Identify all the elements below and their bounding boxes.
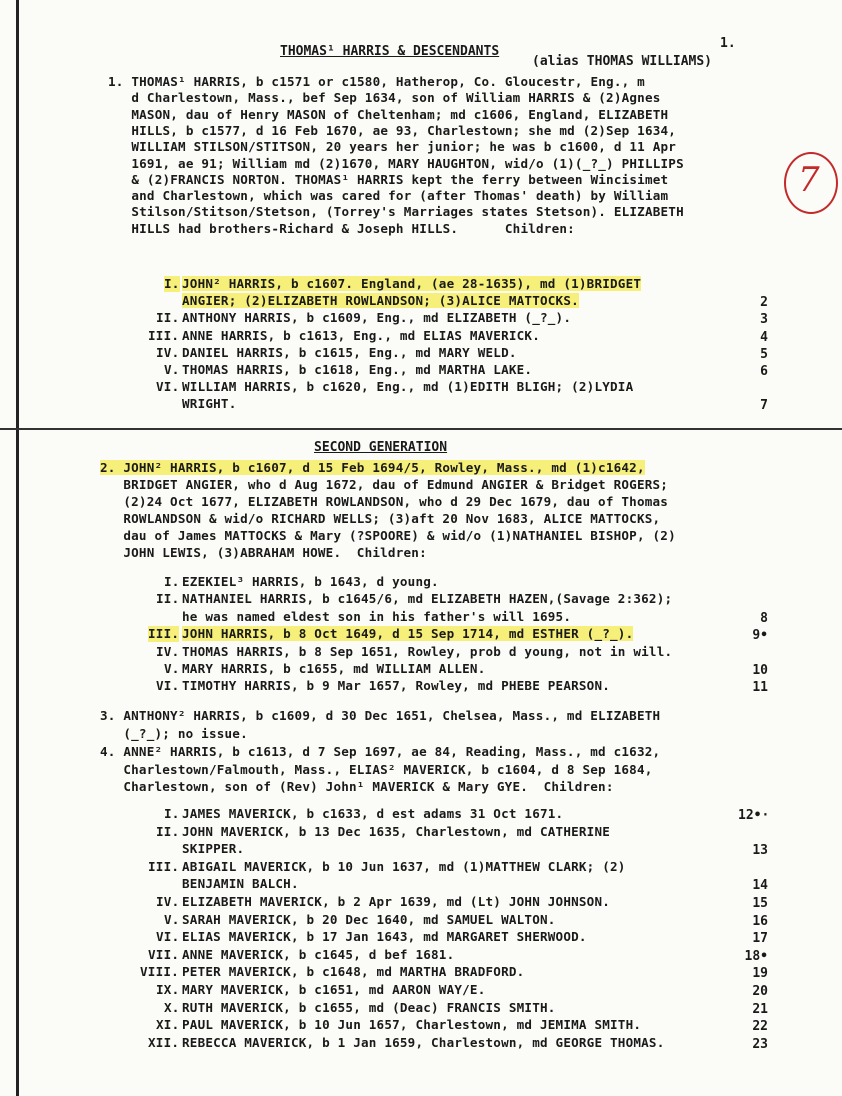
- thomas-entry-line: WILLIAM STILSON/STITSON, 20 years her junior; he was b c1600, d 11 Apr: [108, 139, 677, 155]
- child-entry: EZEKIEL³ HARRIS, b 1643, d young.: [182, 574, 439, 589]
- child-entry: ANNE MAVERICK, b c1645, d bef 1681.: [182, 946, 455, 962]
- anthony-entry-line: 3. ANTHONY² HARRIS, b c1609, d 30 Dec 1651, Chelsea, Mass., md ELIZABETH: [100, 708, 661, 723]
- reference-number: 10: [752, 663, 768, 678]
- child-entry-continued: he was named eldest son in his father's will 1695.: [182, 608, 572, 624]
- child-entry: MARY MAVERICK, b c1651, md AARON WAY/E.: [182, 982, 486, 997]
- thomas-entry-line: 1691, ae 91; William md (2)1670, MARY HAUGHTON, wid/o (1)(_?_) PHILLIPS: [108, 155, 684, 171]
- child-entry-continued: SKIPPER.: [182, 841, 245, 857]
- reference-number: 14: [752, 878, 768, 894]
- reference-number: 21: [752, 1001, 768, 1017]
- child-entry: THOMAS HARRIS, b 8 Sep 1651, Rowley, prob d young, not in will.: [182, 643, 673, 659]
- child-numeral: IV.: [156, 643, 180, 659]
- child-numeral: I.: [164, 574, 180, 589]
- reference-number: 8: [760, 610, 768, 626]
- thomas-entry-line: Stilson/Stitson/Stetson, (Torrey's Marriages states Stetson). ELIZABETH: [108, 204, 684, 220]
- thomas-entry-line: HILLS had brothers-Richard & Joseph HILLS. Children:: [108, 220, 575, 236]
- child-numeral: II.: [156, 823, 180, 839]
- page-number: 1.: [720, 36, 736, 51]
- reference-number: 9•: [752, 628, 768, 644]
- john-entry-line: dau of James MATTOCKS & Mary (?SPOORE) & wid/o (1)NATHANIEL BISHOP, (2): [100, 528, 676, 543]
- reference-number: 2: [760, 295, 768, 311]
- reference-number: 18•: [744, 948, 768, 964]
- red-circled-annotation: 7: [784, 152, 838, 214]
- anne-entry-line: Charlestown/Falmouth, Mass., ELIAS² MAVERICK, b c1604, d 8 Sep 1684,: [100, 761, 653, 777]
- reference-number: 22: [752, 1019, 768, 1035]
- page-fold-line: [0, 428, 842, 430]
- thomas-entry-line: MASON, dau of Henry MASON of Cheltenham; md c1606, England, ELIZABETH: [108, 106, 669, 122]
- child-numeral: VI.: [156, 379, 180, 395]
- anne-entry-line: 4. ANNE² HARRIS, b c1613, d 7 Sep 1697, ae 84, Reading, Mass., md c1632,: [100, 744, 661, 759]
- alias-note: (alias THOMAS WILLIAMS): [532, 54, 713, 69]
- anne-entry-line: Charlestown, son of (Rev) John¹ MAVERICK & Mary GYE. Children:: [100, 779, 614, 794]
- child-entry-continued: WRIGHT.: [182, 396, 237, 412]
- thomas-entry-line: 1. THOMAS¹ HARRIS, b c1571 or c1580, Hatherop, Co. Gloucestr, Eng., m: [108, 74, 645, 89]
- child-entry: TIMOTHY HARRIS, b 9 Mar 1657, Rowley, md PHEBE PEARSON.: [182, 678, 611, 694]
- page-left-edge: [16, 0, 19, 1096]
- child-entry: JOHN HARRIS, b 8 Oct 1649, d 15 Sep 1714, md ESTHER (_?_).: [182, 626, 634, 642]
- child-entry: WILLIAM HARRIS, b c1620, Eng., md (1)EDITH BLIGH; (2)LYDIA: [182, 379, 634, 395]
- child-numeral: III.: [148, 626, 180, 642]
- reference-number: 3: [760, 312, 768, 328]
- john-entry-line: 2. JOHN² HARRIS, b c1607, d 15 Feb 1694/5, Rowley, Mass., md (1)c1642,: [100, 460, 645, 475]
- child-numeral: IX.: [156, 982, 180, 997]
- child-entry: JAMES MAVERICK, b c1633, d est adams 31 Oct 1671.: [182, 806, 564, 821]
- child-numeral: III.: [148, 858, 180, 874]
- child-entry: SARAH MAVERICK, b 20 Dec 1640, md SAMUEL WALTON.: [182, 911, 556, 927]
- child-entry: JOHN² HARRIS, b c1607. England, (ae 28-1635), md (1)BRIDGET: [182, 276, 642, 291]
- child-numeral: XII.: [148, 1034, 180, 1050]
- john-entry-line: JOHN LEWIS, (3)ABRAHAM HOWE. Children:: [100, 545, 427, 560]
- reference-number: 15: [752, 896, 768, 911]
- child-entry: REBECCA MAVERICK, b 1 Jan 1659, Charlestown, md GEORGE THOMAS.: [182, 1034, 665, 1050]
- reference-number: 7: [760, 398, 768, 414]
- reference-number: 23: [752, 1036, 768, 1052]
- child-numeral: XI.: [156, 1017, 180, 1033]
- reference-number: 6: [760, 364, 768, 379]
- thomas-entry-line: HILLS, b c1577, d 16 Feb 1670, ae 93, Charlestown; she md (2)Sep 1634,: [108, 122, 677, 138]
- child-numeral: V.: [164, 362, 180, 377]
- child-numeral: V.: [164, 911, 180, 927]
- child-entry: RUTH MAVERICK, b c1655, md (Deac) FRANCIS SMITH.: [182, 999, 556, 1015]
- child-entry: PAUL MAVERICK, b 10 Jun 1657, Charlestown, md JEMIMA SMITH.: [182, 1017, 642, 1033]
- child-entry: ELIZABETH MAVERICK, b 2 Apr 1639, md (Lt) JOHN JOHNSON.: [182, 894, 611, 909]
- reference-number: 12•·: [738, 808, 770, 823]
- thomas-entry-line: and Charlestown, which was cared for (after Thomas' death) by William: [108, 188, 669, 204]
- child-numeral: I.: [164, 276, 180, 291]
- second-generation-heading: SECOND GENERATION: [314, 440, 448, 455]
- document-title: THOMAS¹ HARRIS & DESCENDANTS: [280, 44, 500, 59]
- child-numeral: II.: [156, 591, 180, 607]
- child-numeral: VII.: [148, 946, 180, 962]
- reference-number: 16: [752, 913, 768, 929]
- child-entry-continued: BENJAMIN BALCH.: [182, 876, 299, 892]
- john-entry-line: ROWLANDSON & wid/o RICHARD WELLS; (3)aft 20 Nov 1683, ALICE MATTOCKS,: [100, 511, 661, 526]
- child-entry: THOMAS HARRIS, b c1618, Eng., md MARTHA LAKE.: [182, 362, 533, 377]
- child-entry: NATHANIEL HARRIS, b c1645/6, md ELIZABETH HAZEN,(Savage 2:362);: [182, 591, 673, 607]
- child-entry: ELIAS MAVERICK, b 17 Jan 1643, md MARGARET SHERWOOD.: [182, 929, 587, 945]
- anthony-entry-line: (_?_); no issue.: [100, 725, 248, 741]
- child-entry-continued: ANGIER; (2)ELIZABETH ROWLANDSON; (3)ALICE MATTOCKS.: [182, 293, 579, 309]
- thomas-entry-line: & (2)FRANCIS NORTON. THOMAS¹ HARRIS kept the ferry between Wincisimet: [108, 171, 669, 187]
- child-numeral: III.: [148, 327, 180, 343]
- john-entry-line: (2)24 Oct 1677, ELIZABETH ROWLANDSON, who d 29 Dec 1679, dau of Thomas: [100, 494, 669, 509]
- child-entry: ANNE HARRIS, b c1613, Eng., md ELIAS MAVERICK.: [182, 327, 540, 343]
- child-entry: JOHN MAVERICK, b 13 Dec 1635, Charlestown, md CATHERINE: [182, 823, 611, 839]
- child-entry: ABIGAIL MAVERICK, b 10 Jun 1637, md (1)MATTHEW CLARK; (2): [182, 858, 626, 874]
- reference-number: 11: [752, 680, 768, 696]
- john-entry-line: BRIDGET ANGIER, who d Aug 1672, dau of Edmund ANGIER & Bridget ROGERS;: [100, 477, 669, 492]
- child-numeral: IV.: [156, 344, 180, 360]
- child-numeral: VIII.: [140, 964, 179, 980]
- child-numeral: I.: [164, 806, 180, 821]
- reference-number: 13: [752, 843, 768, 859]
- child-entry: DANIEL HARRIS, b c1615, Eng., md MARY WELD.: [182, 344, 517, 360]
- child-numeral: VI.: [156, 929, 180, 945]
- child-numeral: VI.: [156, 678, 180, 694]
- reference-number: 20: [752, 984, 768, 999]
- child-numeral: II.: [156, 310, 180, 326]
- child-numeral: IV.: [156, 894, 180, 909]
- reference-number: 17: [752, 931, 768, 947]
- reference-number: 19: [752, 966, 768, 982]
- child-entry: MARY HARRIS, b c1655, md WILLIAM ALLEN.: [182, 661, 486, 676]
- child-numeral: V.: [164, 661, 180, 676]
- child-numeral: X.: [164, 999, 180, 1015]
- reference-number: 4: [760, 329, 768, 345]
- child-entry: PETER MAVERICK, b c1648, md MARTHA BRADFORD.: [182, 964, 525, 980]
- reference-number: 5: [760, 346, 768, 362]
- child-entry: ANTHONY HARRIS, b c1609, Eng., md ELIZABETH (_?_).: [182, 310, 572, 326]
- thomas-entry-line: d Charlestown, Mass., bef Sep 1634, son of William HARRIS & (2)Agnes: [108, 90, 661, 106]
